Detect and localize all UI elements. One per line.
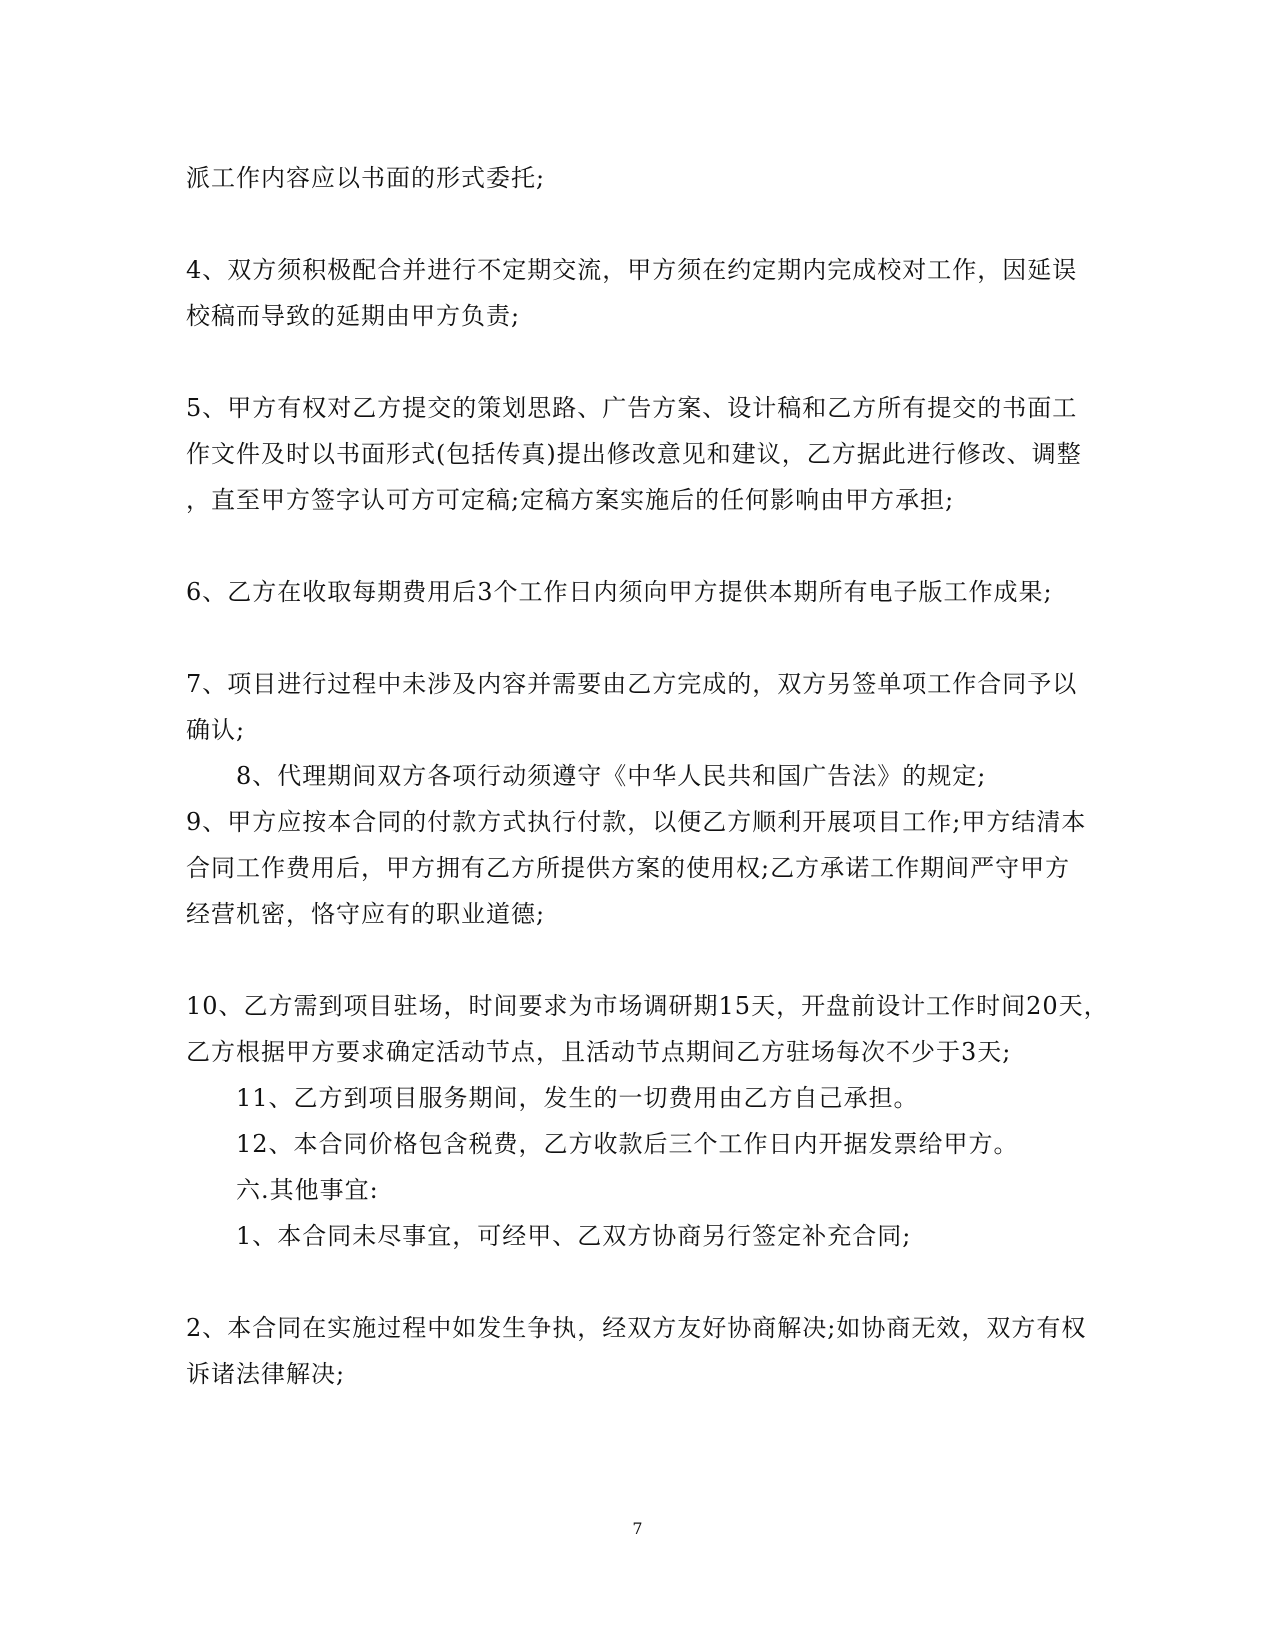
text-line: 6、乙方在收取每期费用后3个工作日内须向甲方提供本期所有电子版工作成果; (186, 578, 1053, 606)
text-line: 11、乙方到项目服务期间，发生的一切费用由乙方自己承担。 (236, 1084, 919, 1112)
text-line: 1、本合同未尽事宜，可经甲、乙双方协商另行签定补充合同; (236, 1222, 912, 1250)
text-line: 8、代理期间双方各项行动须遵守《中华人民共和国广告法》的规定; (236, 762, 987, 790)
section-heading: 六.其他事宜: (236, 1176, 379, 1204)
text-line: 12、本合同价格包含税费，乙方收款后三个工作日内开据发票给甲方。 (236, 1130, 1019, 1158)
page-number: 7 (632, 1519, 643, 1538)
text-line: 作文件及时以书面形式(包括传真)提出修改意见和建议，乙方据此进行修改、调整 (186, 440, 1082, 468)
text-line: 7、项目进行过程中未涉及内容并需要由乙方完成的，双方另签单项工作合同予以 (186, 670, 1078, 698)
text-line: 校稿而导致的延期由甲方负责; (186, 302, 521, 330)
text-line: 派工作内容应以书面的形式委托; (186, 164, 546, 192)
text-line: 9、甲方应按本合同的付款方式执行付款，以便乙方顺利开展项目工作;甲方结清本 (186, 808, 1087, 836)
text-line: ，直至甲方签字认可方可定稿;定稿方案实施后的任何影响由甲方承担; (186, 486, 955, 514)
text-line: 10、乙方需到项目驻场，时间要求为市场调研期15天，开盘前设计工作时间20天， (186, 992, 1109, 1020)
text-line: 4、双方须积极配合并进行不定期交流，甲方须在约定期内完成校对工作，因延误 (186, 256, 1078, 284)
text-line: 合同工作费用后，甲方拥有乙方所提供方案的使用权;乙方承诺工作期间严守甲方 (186, 854, 1071, 882)
text-line: 5、甲方有权对乙方提交的策划思路、广告方案、设计稿和乙方所有提交的书面工 (186, 394, 1078, 422)
text-line: 2、本合同在实施过程中如发生争执，经双方友好协商解决;如协商无效，双方有权 (186, 1314, 1087, 1342)
text-line: 经营机密，恪守应有的职业道德; (186, 900, 546, 928)
text-line: 诉诸法律解决; (186, 1360, 346, 1388)
text-line: 乙方根据甲方要求确定活动节点，且活动节点期间乙方驻场每次不少于3天; (186, 1038, 1012, 1066)
text-line: 确认; (186, 716, 246, 744)
